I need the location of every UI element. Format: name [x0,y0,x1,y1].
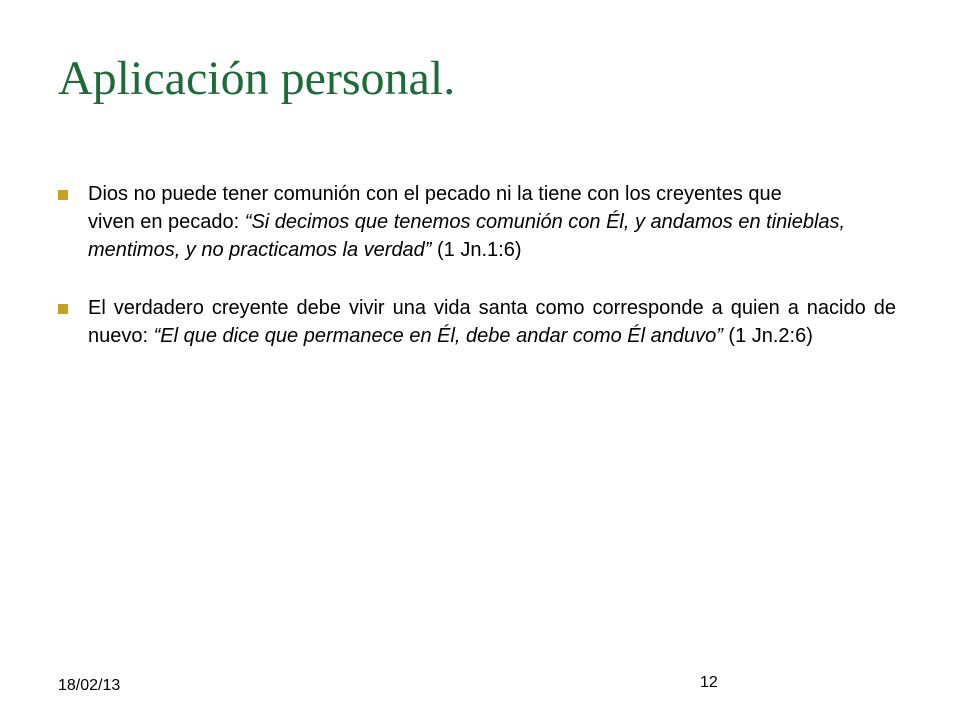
square-bullet-icon [58,190,68,200]
bullet-1-lead: Dios no puede tener comunión con el pecado ni la tiene con los creyentes que [88,183,782,205]
bullet-1-quote: “Si decimos que tenemos comunión con Él, y andamos en tinieblas, mentimos, y no practicamos la verdad” [88,211,846,261]
bullet-1-reference: (1 Jn.1:6) [431,239,522,261]
bullet-2-reference: (1 Jn.2:6) [722,325,813,347]
bullet-2-lead: El verdadero creyente debe vivir una vida santa como corresponde a quien a nacido de nuevo: [88,297,896,347]
footer-date: 18/02/13 [58,677,121,694]
bullet-1-rest [88,208,896,264]
slide-title: Aplicación personal. [58,52,456,105]
bullet-2-quote: “El que dice que permanece en Él, debe andar como Él anduvo” [153,325,723,347]
bullet-text-2 [88,294,896,350]
bullet-item-1 [58,180,896,264]
page-number: 12 [700,674,718,691]
bullet-item-2 [58,294,896,350]
bullet-1-cont: viven en pecado: [88,211,245,233]
square-bullet-icon [58,304,68,314]
bullet-text-1 [88,180,896,264]
